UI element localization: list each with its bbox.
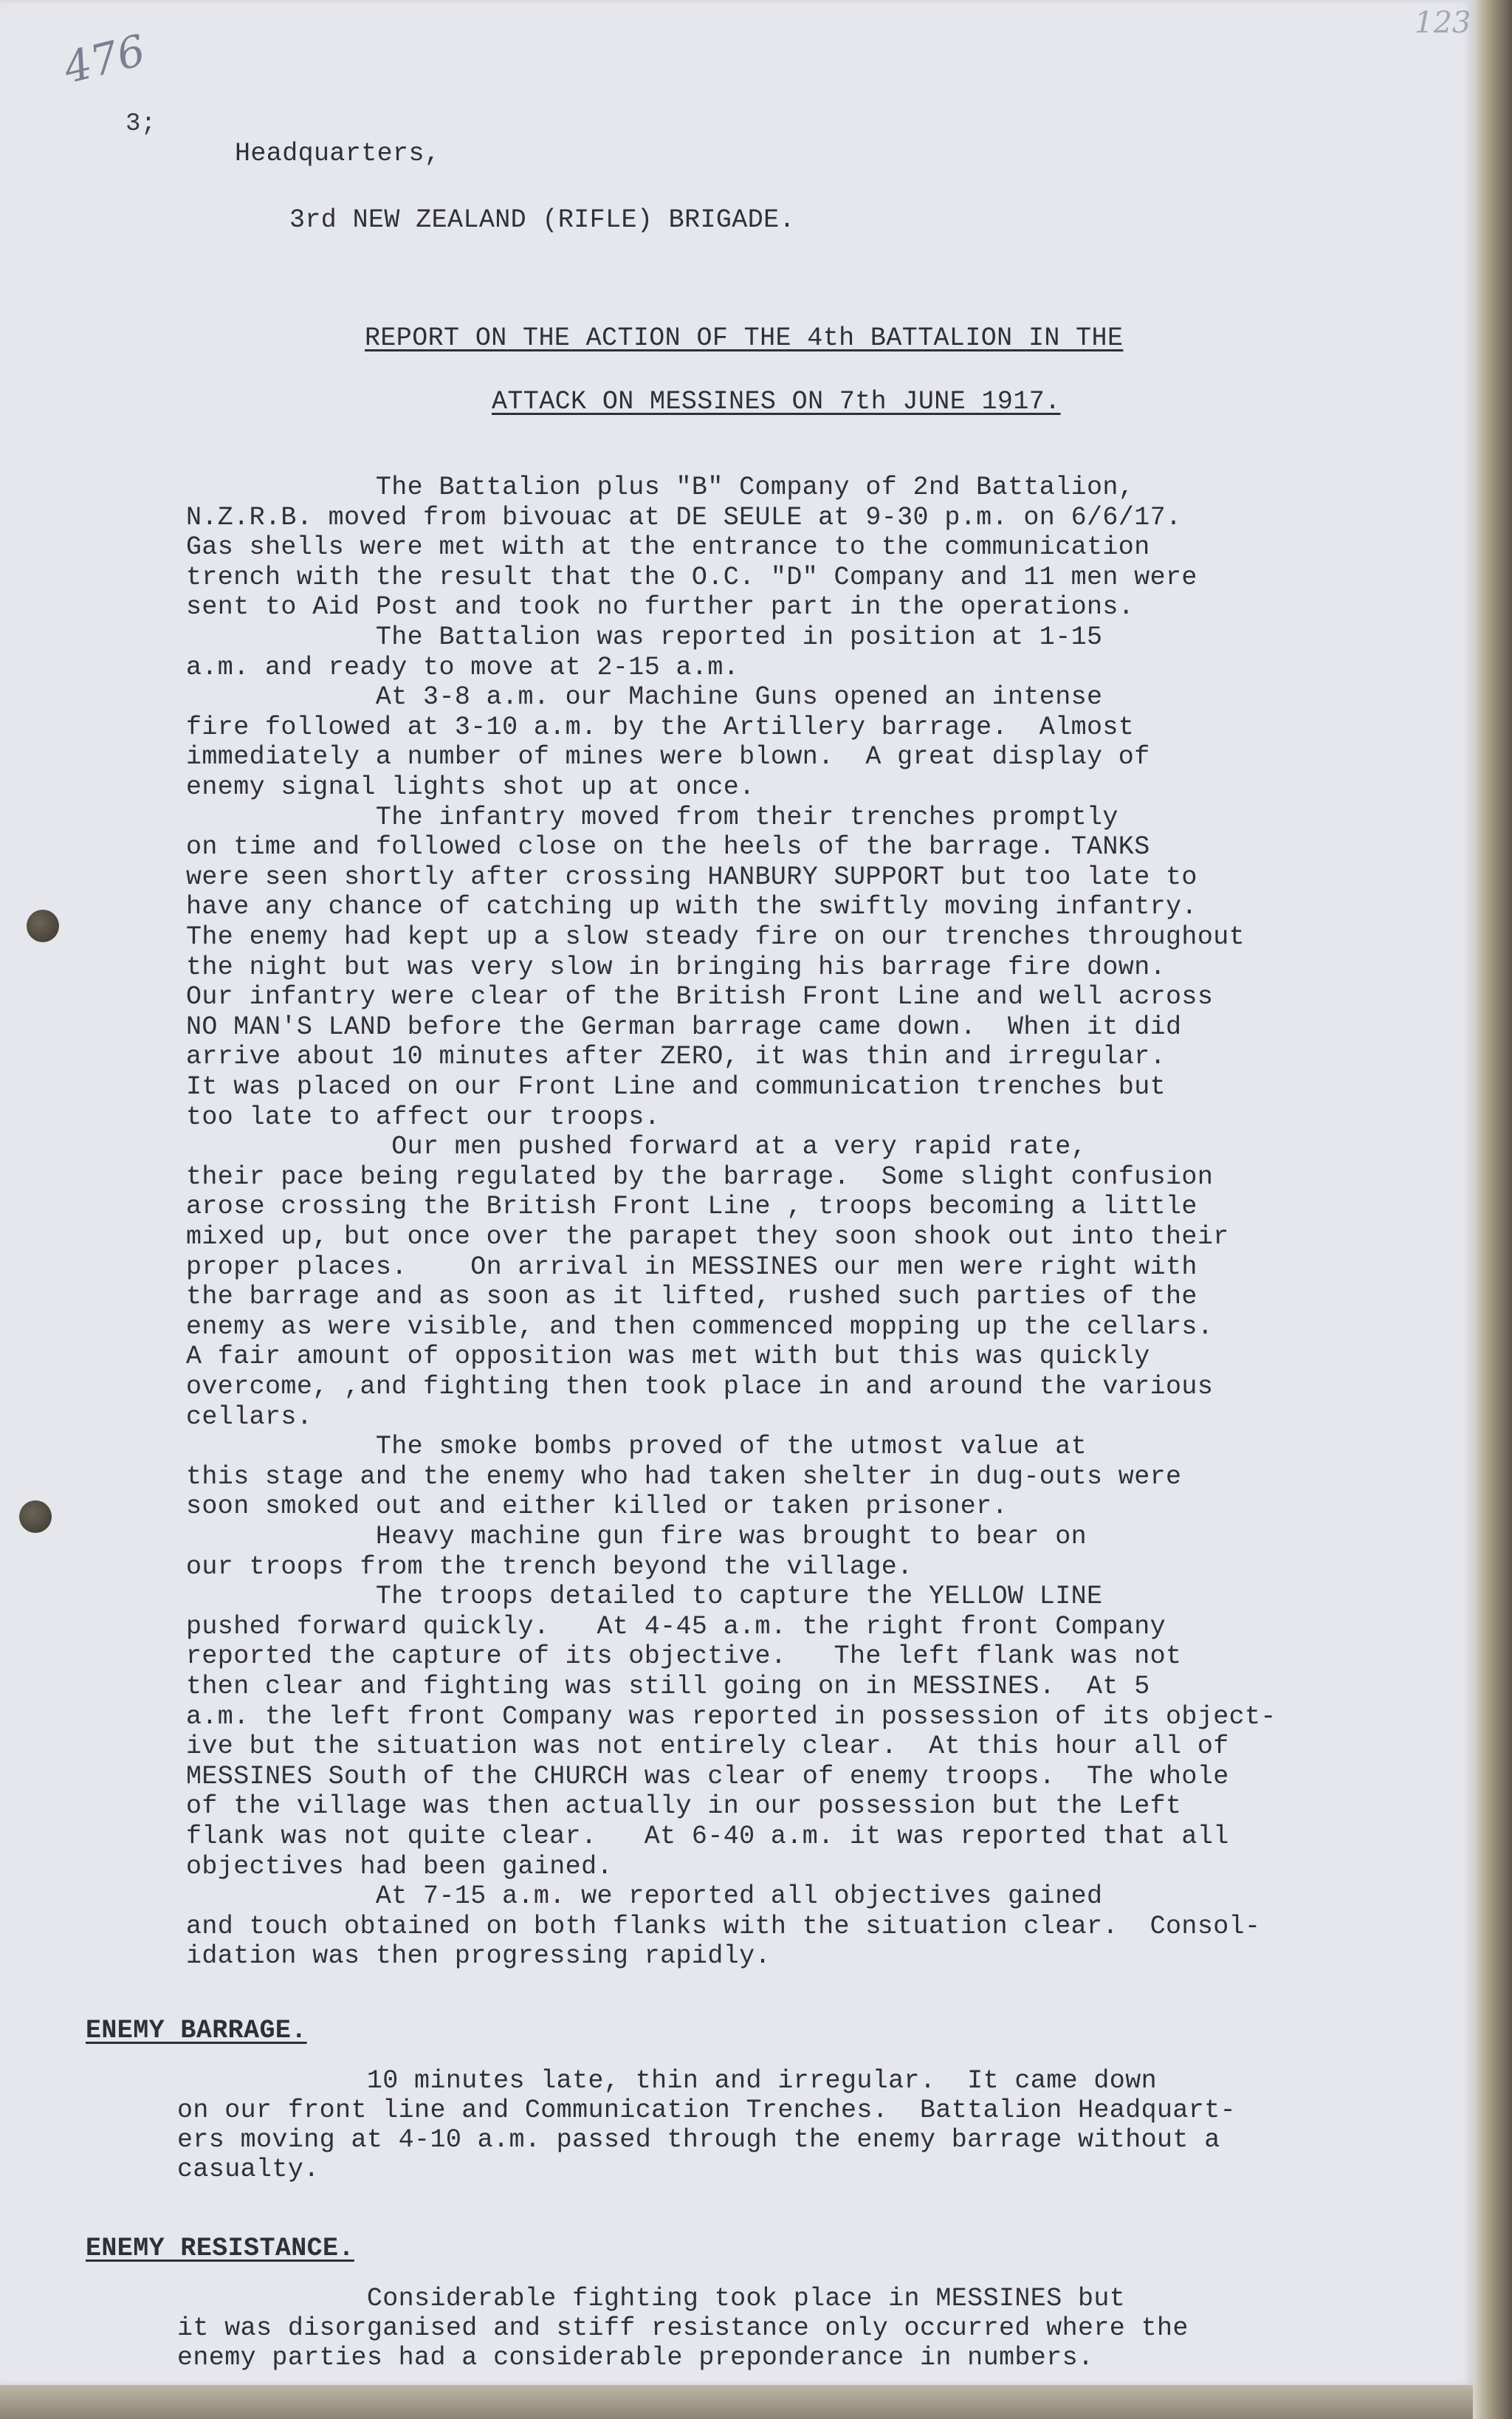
report-title-line-2: ATTACK ON MESSINES ON 7th JUNE 1917. xyxy=(492,387,1061,416)
section-line: on our front line and Communication Trenches. Battalion Headquart- xyxy=(177,2096,1237,2125)
body-line: The Battalion plus "B" Company of 2nd Battalion, xyxy=(186,473,1135,502)
body-line: At 7-15 a.m. we reported all objectives gained xyxy=(186,1881,1103,1911)
body-line: NO MAN'S LAND before the German barrage came down. When it did xyxy=(186,1012,1182,1042)
body-line: enemy as were visible, and then commenced mopping up the cellars. xyxy=(186,1312,1214,1342)
body-line: At 3-8 a.m. our Machine Guns opened an intense xyxy=(186,682,1103,712)
body-line: then clear and fighting was still going on in MESSINES. At 5 xyxy=(186,1672,1150,1701)
body-line: overcome, ,and fighting then took place in and around the various xyxy=(186,1372,1214,1401)
body-line: arose crossing the British Front Line , troops becoming a little xyxy=(186,1192,1197,1221)
body-line: soon smoked out and either killed or taken prisoner. xyxy=(186,1492,1008,1521)
section-line: 10 minutes late, thin and irregular. It came down xyxy=(177,2066,1158,2096)
body-line: flank was not quite clear. At 6-40 a.m. it was reported that all xyxy=(186,1822,1229,1851)
page-number: 123 xyxy=(1415,6,1471,40)
body-line: MESSINES South of the CHURCH was clear of enemy troops. The whole xyxy=(186,1762,1229,1791)
page-bottom-edge xyxy=(0,2385,1473,2419)
header-line-1: Headquarters, xyxy=(235,139,441,168)
body-line: The smoke bombs proved of the utmost value at xyxy=(186,1432,1087,1461)
body-line: idation was then progressing rapidly. xyxy=(186,1941,771,1971)
body-line: the night but was very slow in bringing his barrage fire down. xyxy=(186,953,1166,982)
body-line: proper places. On arrival in MESSINES our men were right with xyxy=(186,1252,1197,1282)
body-line: of the village was then actually in our possession but the Left xyxy=(186,1791,1182,1821)
body-line: The infantry moved from their trenches promptly xyxy=(186,803,1118,832)
body-line: mixed up, but once over the parapet they soon shook out into their xyxy=(186,1222,1229,1252)
header-line-2: 3rd NEW ZEALAND (RIFLE) BRIGADE. xyxy=(289,205,795,235)
body-line: Gas shells were met with at the entrance to the communication xyxy=(186,532,1150,562)
body-line: reported the capture of its objective. The left flank was not xyxy=(186,1641,1182,1671)
folio-annotation: 476 xyxy=(58,24,151,94)
body-line: The troops detailed to capture the YELLOW LINE xyxy=(186,1582,1103,1611)
body-line: sent to Aid Post and took no further part in the operations. xyxy=(186,592,1135,622)
body-line: our troops from the trench beyond the village. xyxy=(186,1552,913,1582)
body-line: were seen shortly after crossing HANBURY SUPPORT but too late to xyxy=(186,862,1197,892)
body-line: objectives had been gained. xyxy=(186,1852,613,1881)
body-line: N.Z.R.B. moved from bivouac at DE SEULE at 9-30 p.m. on 6/6/17. xyxy=(186,503,1182,532)
body-line: the barrage and as soon as it lifted, rushed such parties of the xyxy=(186,1282,1197,1311)
body-line: too late to affect our troops. xyxy=(186,1102,661,1132)
section-heading: ENEMY BARRAGE. xyxy=(86,2016,307,2045)
body-line: Heavy machine gun fire was brought to bear on xyxy=(186,1522,1087,1551)
section-line: casualty. xyxy=(177,2155,320,2184)
body-line: ive but the situation was not entirely clear. At this hour all of xyxy=(186,1732,1229,1761)
body-line: trench with the result that the O.C. "D" Company and 11 men were xyxy=(186,563,1197,592)
section-heading: ENEMY RESISTANCE. xyxy=(86,2234,354,2263)
section-line: it was disorganised and stiff resistance only occurred where the xyxy=(177,2313,1189,2343)
punch-hole-bottom xyxy=(19,1500,52,1533)
body-line: The Battalion was reported in position at 1-15 xyxy=(186,622,1103,652)
body-line: It was placed on our Front Line and communication trenches but xyxy=(186,1072,1166,1102)
body-line: their pace being regulated by the barrage. Some slight confusion xyxy=(186,1162,1214,1192)
body-line: The enemy had kept up a slow steady fire on our trenches throughout xyxy=(186,922,1245,952)
body-line: on time and followed close on the heels of the barrage. TANKS xyxy=(186,832,1150,862)
body-line: a.m. and ready to move at 2-15 a.m. xyxy=(186,653,740,682)
body-line: immediately a number of mines were blown. A great display of xyxy=(186,742,1150,772)
body-line: A fair amount of opposition was met with but this was quickly xyxy=(186,1342,1150,1371)
report-title-line-1: REPORT ON THE ACTION OF THE 4th BATTALION IN THE xyxy=(365,323,1124,353)
body-line: Our men pushed forward at a very rapid rate, xyxy=(186,1132,1087,1162)
body-line: a.m. the left front Company was reported in possession of its object- xyxy=(186,1702,1276,1732)
section-line: ers moving at 4-10 a.m. passed through the enemy barrage without a xyxy=(177,2125,1220,2155)
sender-mark: 3; xyxy=(126,110,157,138)
body-line: cellars. xyxy=(186,1402,313,1432)
body-line: pushed forward quickly. At 4-45 a.m. the right front Company xyxy=(186,1612,1166,1641)
body-line: enemy signal lights shot up at once. xyxy=(186,772,755,802)
body-line: Our infantry were clear of the British Front Line and well across xyxy=(186,982,1214,1012)
page-edge xyxy=(1473,0,1512,2419)
body-line: arrive about 10 minutes after ZERO, it was thin and irregular. xyxy=(186,1042,1166,1071)
section-line: Considerable fighting took place in MESSINES but xyxy=(177,2284,1126,2313)
body-line: and touch obtained on both flanks with the situation clear. Consol- xyxy=(186,1912,1261,1941)
punch-hole-top xyxy=(27,910,59,942)
body-line: this stage and the enemy who had taken shelter in dug-outs were xyxy=(186,1462,1182,1492)
section-line: enemy parties had a considerable preponderance in numbers. xyxy=(177,2343,1094,2372)
body-line: fire followed at 3-10 a.m. by the Artillery barrage. Almost xyxy=(186,713,1135,742)
body-line: have any chance of catching up with the swiftly moving infantry. xyxy=(186,892,1197,922)
